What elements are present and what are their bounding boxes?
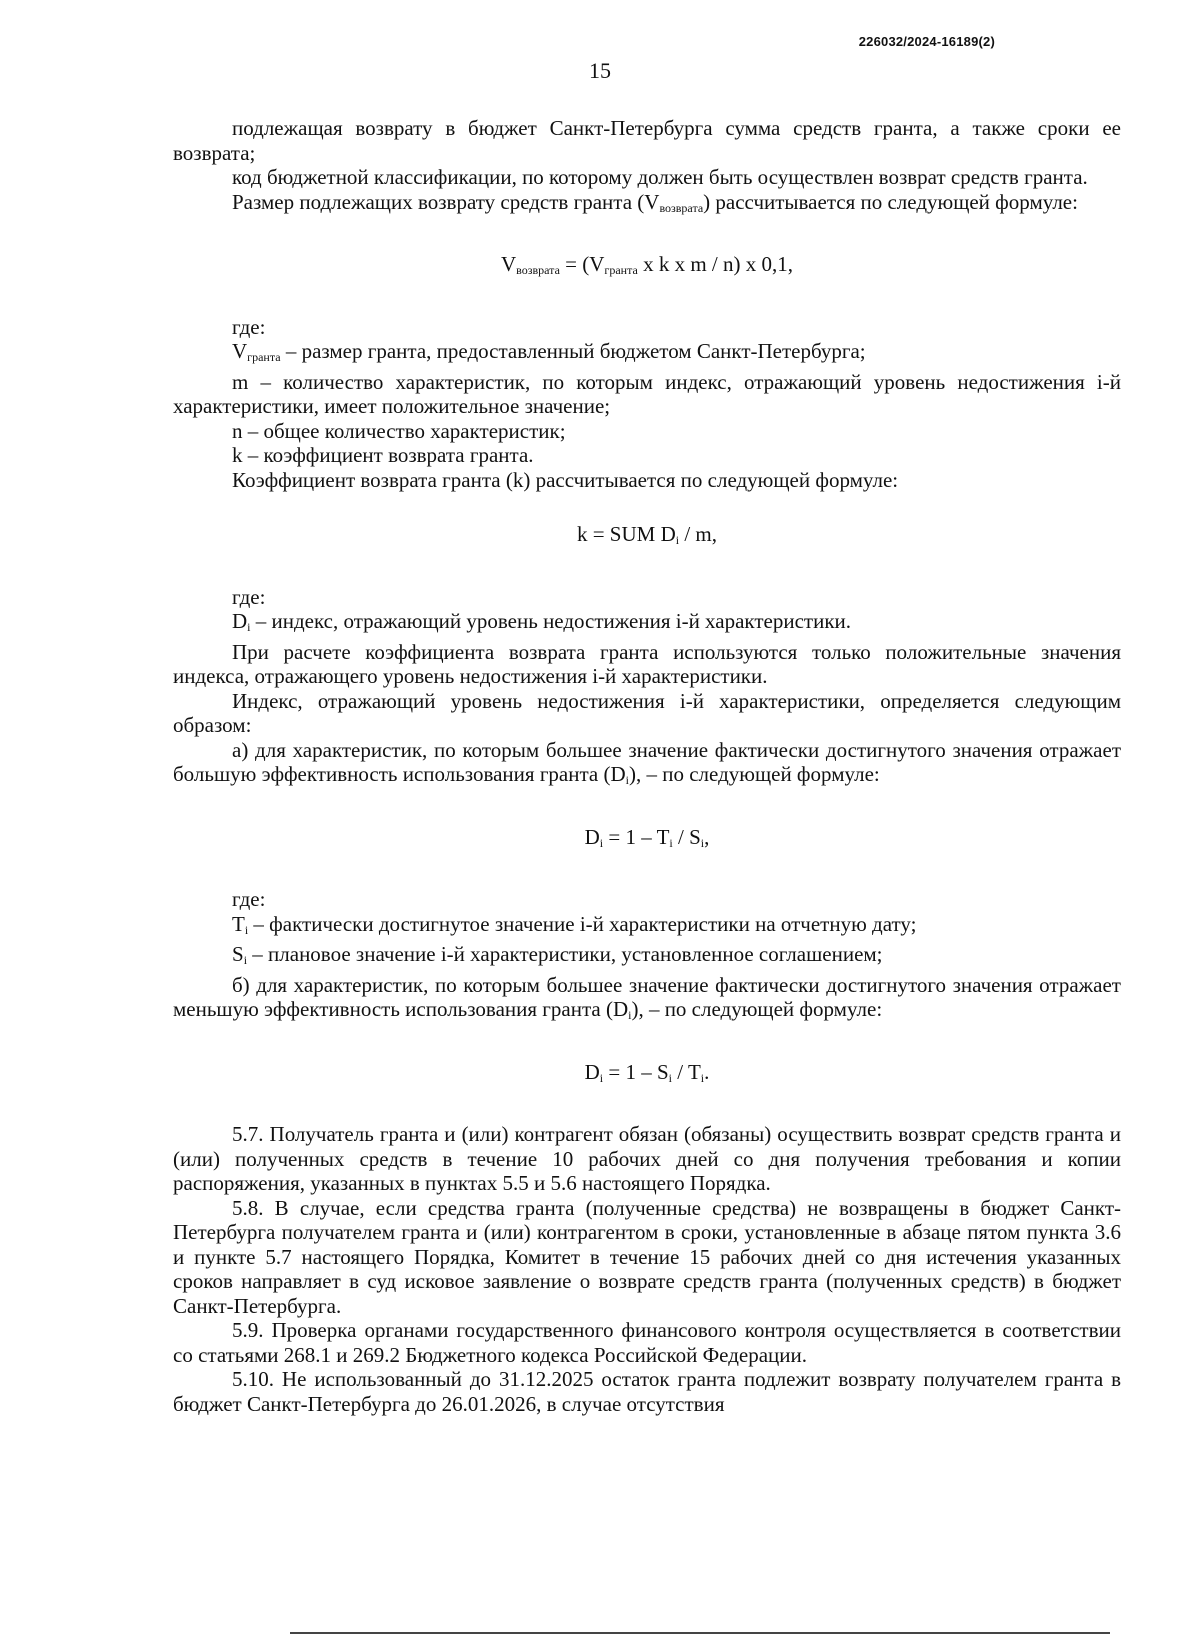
definition: $V_{гранта}$ – размер гранта, предоставленный бюджетом Санкт-Петербурга; [232,339,866,364]
scan-edge-line [290,1632,1110,1634]
clause-5-7: 5.7. Получатель гранта и (или) контрагент обязан (обязаны) осуществить возврат средств гранта и (или) полученных средств в течение 10 рабочих дней со дня получения требования и копии распоряжения, указанных в пунктах 5.5 и 5.6 настоящего Порядка. [173,1122,1121,1195]
where-label: где: [232,314,266,339]
formula-d-a: $D_i = 1 - T_i / S_i$, [584,824,710,850]
definition: k – коэффициент возврата гранта. [232,443,534,467]
paragraph: При расчете коэффициента возврата гранта используются только положительные значения индекса, отражающего уровень недостижения i-й характеристики. [173,639,1121,688]
paragraph: код бюджетной классификации, по которому должен быть осуществлен возврат средств гранта. [232,165,1088,189]
document-body [173,116,1121,1416]
paragraph: Размер подлежащих возврату средств гранта $(V_{возврата})$ рассчитывается по следующей формуле: [232,189,1078,215]
page-number: 15 [589,58,611,83]
definition: $D_i$ – индекс, отражающий уровень недостижения i-й характеристики. [232,609,852,634]
paragraph: подлежащая возврату в бюджет Санкт-Петербурга сумма средств гранта, а также сроки ее возврата; [173,116,1121,165]
formula-d-b: $D_i = 1 - S_i / T_i$. [584,1059,710,1085]
clause-5-9: 5.9. Проверка органами государственного финансового контроля осуществляется в соответствии со статьями 268.1 и 269.2 Бюджетного кодекса Российской Федерации. [173,1318,1121,1367]
formula-k: k = SUM $D_i$ / m, [576,522,718,547]
formula-v-return: $V_{возврата} = (V_{гранта}$ x k x m / n) x 0,1, [501,252,793,277]
paragraph: Коэффициент возврата гранта (k) рассчитывается по следующей формуле: [232,467,899,492]
where-label: где: [232,584,266,609]
clause-5-8: 5.8. В случае, если средства гранта (полученные средства) не возвращены в бюджет Санкт-Петербурга получателем гранта и (или) контрагентом в сроки, установленные в абзаце пятом пункта 3.6 и пункте 5.7 настоящего Порядка, Комитет в течение 15 рабочих дней со дня истечения указанных сроков направляет в суд исковое заявление о возврате средств гранта (полученных средств) в бюджет Санкт-Петербурга. [173,1195,1121,1318]
document-id: 226032/2024-16189(2) [858,34,995,49]
definition: $S_i$ – плановое значение i-й характеристики, установленное соглашением; [232,942,883,967]
paragraph: б) для характеристик, по которым большее значение фактически достигнутого значения отражает меньшую эффективность использования гранта $(D_i)$, – по следующей формуле: [173,972,1121,1022]
where-label: где: [232,887,266,911]
definition: n – общее количество характеристик; [232,418,566,443]
paragraph: а) для характеристик, по которым большее значение фактически достигнутого значения отражает большую эффективность использования гранта $(D_i)$, – по следующей формуле: [173,737,1121,787]
clause-5-10: 5.10. Не использованный до 31.12.2025 остаток гранта подлежит возврату получателем гранта в бюджет Санкт-Петербурга до 26.01.2026, в случае отсутствия [173,1367,1121,1416]
definition: $T_i$ – фактически достигнутое значение i-й характеристики на отчетную дату; [232,911,917,937]
definition: m – количество характеристик, по которым индекс, отражающий уровень недостижения i-й характеристики, имеет положительное значение; [173,369,1121,418]
paragraph: Индекс, отражающий уровень недостижения i-й характеристики, определяется следующим образом: [173,688,1121,737]
